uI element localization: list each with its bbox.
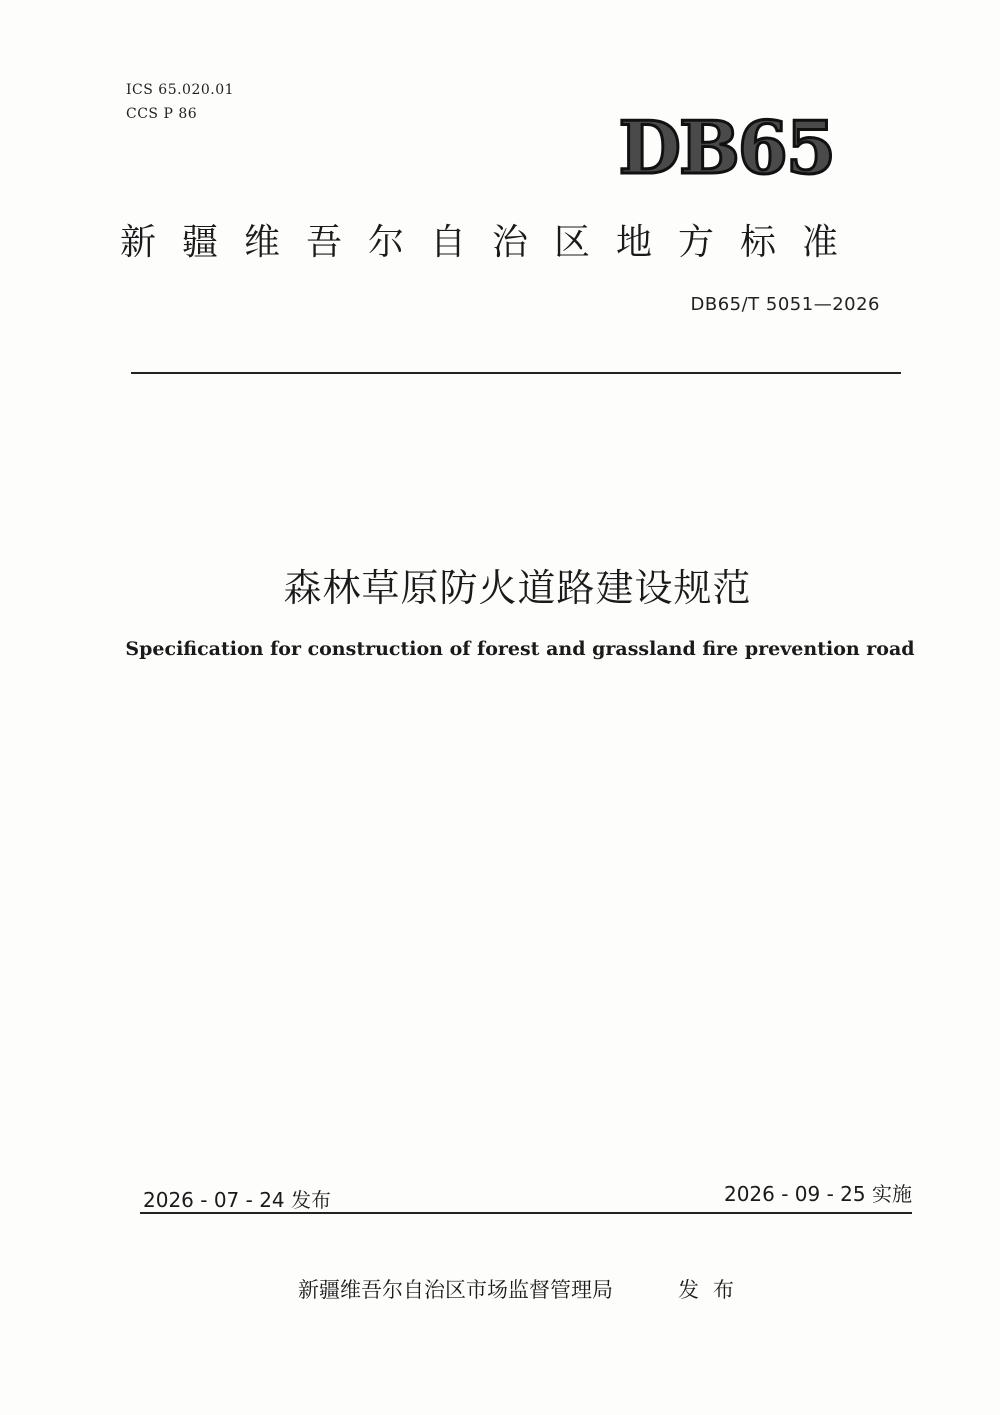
- header-divider: [131, 372, 901, 374]
- document-title-english: Specification for construction of forest and grassland fire prevention road: [125, 638, 915, 660]
- issuing-authority: 新疆维吾尔自治区市场监督管理局: [298, 1278, 613, 1302]
- footer-divider: [140, 1212, 912, 1214]
- ccs-code: CCS P 86: [126, 106, 198, 122]
- effective-date: 2026 - 09 - 25 实施: [723, 1182, 912, 1206]
- standard-logo: DB65: [618, 105, 834, 190]
- region-standard-title: 新疆维吾尔自治区地方标准: [120, 222, 865, 263]
- standard-number: DB65/T 5051—2026: [690, 294, 880, 315]
- document-title-chinese: 森林草原防火道路建设规范: [283, 566, 752, 610]
- ics-code: ICS 65.020.01: [126, 82, 235, 98]
- issue-label: 发布: [678, 1278, 748, 1302]
- publish-date: 2026 - 07 - 24 发布: [143, 1188, 332, 1212]
